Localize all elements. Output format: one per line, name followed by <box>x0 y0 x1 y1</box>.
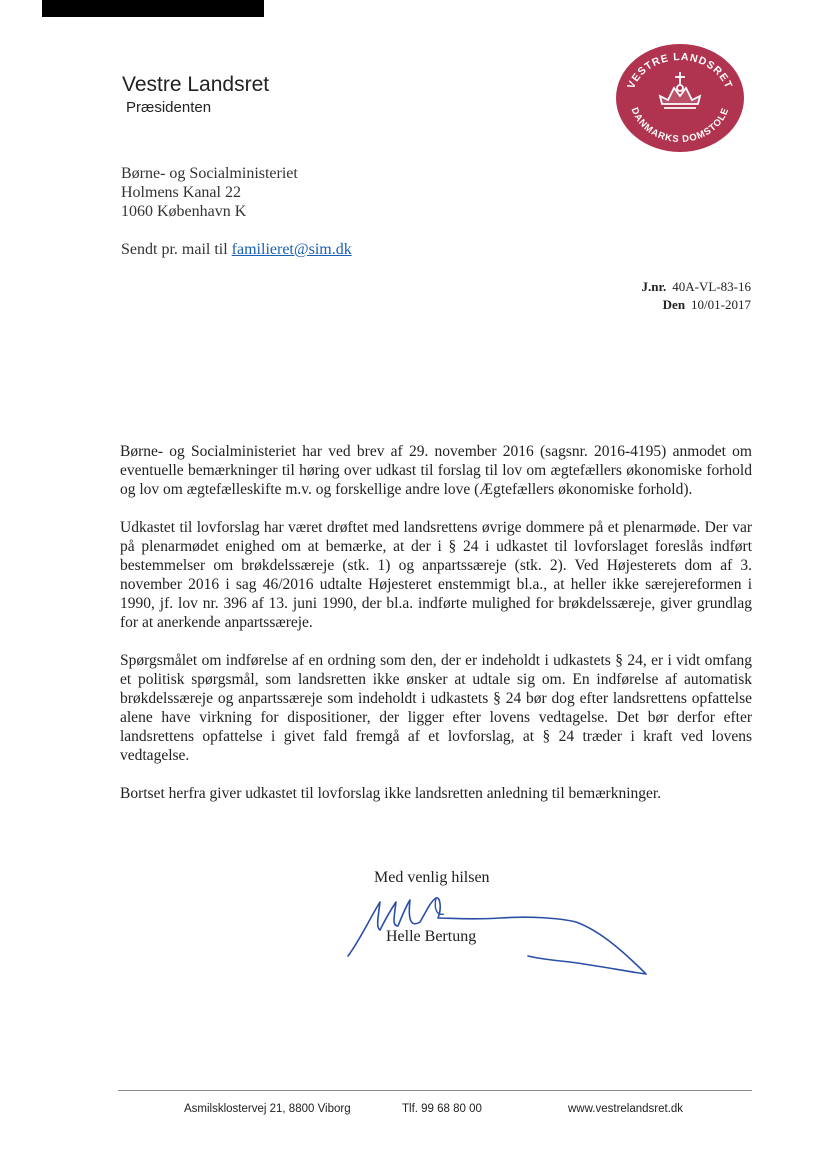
jnr-label: J.nr. <box>641 279 667 294</box>
court-seal-logo <box>614 42 746 154</box>
court-name: Vestre Landsret <box>122 73 270 96</box>
closing-greeting: Med venlig hilsen <box>374 869 490 886</box>
recipient-line: Holmens Kanal 22 <box>121 184 241 201</box>
date-label: Den <box>662 297 686 312</box>
sent-prefix: Sendt pr. mail til <box>121 241 228 258</box>
footer-website[interactable]: www.vestrelandsret.dk <box>568 1103 684 1115</box>
paragraph: Udkastet til lovforslag har været drøftet med landsrettens øvrige dommere på et plenarmøde. Der var på plenarmødet enighed om at bemærke, at der i § 24 i udkastet til lovforslaget foreslås indført bestemmelser om brøkdelssæreje (stk. 1) og anpartssæreje (stk. 2). Ved Højesterets dom af 3. november 2016 i sag 46/2016 udtalte Højesteret enstemmigt bl.a., at heller ikke særejereformen i 1990, jf. lov nr. 396 af 13. juni 1990, der bl.a. indførte mulighed for brøkdelssæreje, giver grundlag for at anerkende anpartssæreje. <box>120 519 752 631</box>
signer-name: Helle Bertung <box>386 928 477 945</box>
paragraph: Spørgsmålet om indførelse af en ordning som den, der er indeholdt i udkastets § 24, er i vidt omfang et politisk spørgsmål, som landsretten ikke ønsker at udtale sig om. En indførelse af automatisk brøkdelssæreje og anpartssæreje som indeholdt i udkastets § 24 bør dog efter landsrettens opfattelse alene have virkning for dispositioner, der ligger efter lovens vedtagelse. Det bør derfor efter landsrettens opfattelse i givet fald fremgå af et lovforslag, at § 24 træder i kraft ved lovens vedtagelse. <box>120 652 752 764</box>
paragraph: Børne- og Socialministeriet har ved brev af 29. november 2016 (sagsnr. 2016-4195) anmodet om eventuelle bemærkninger til høring over udkast til forslag til lov om ægtefællers økonomiske forhold og lov om ægtefælleskifte m.v. og forskellige andre love (Ægtefællers økonomiske forhold). <box>120 443 752 498</box>
redaction-bar <box>42 0 264 17</box>
seal-top-text: VESTRE LANDSRET <box>625 50 735 91</box>
date-value: 10/01-2017 <box>691 297 751 312</box>
recipient-line: 1060 København K <box>121 203 247 220</box>
jnr-value: 40A-VL-83-16 <box>672 279 751 294</box>
recipient-address <box>121 164 298 221</box>
footer-phone: Tlf. 99 68 80 00 <box>402 1103 482 1115</box>
letterhead <box>122 72 269 118</box>
seal-bottom-text: DANMARKS DOMSTOLE <box>628 105 732 146</box>
footer-divider <box>118 1090 752 1091</box>
email-link[interactable]: familieret@sim.dk <box>231 241 352 258</box>
department: Præsidenten <box>126 99 212 116</box>
footer-address: Asmilsklostervej 21, 8800 Viborg <box>184 1103 351 1115</box>
sent-by-mail <box>121 241 352 259</box>
letter-body <box>120 442 752 822</box>
paragraph: Bortset herfra giver udkastet til lovforslag ikke landsretten anledning til bemærkninger. <box>120 785 662 802</box>
reference-block <box>641 278 751 314</box>
recipient-line: Børne- og Socialministeriet <box>121 165 298 182</box>
